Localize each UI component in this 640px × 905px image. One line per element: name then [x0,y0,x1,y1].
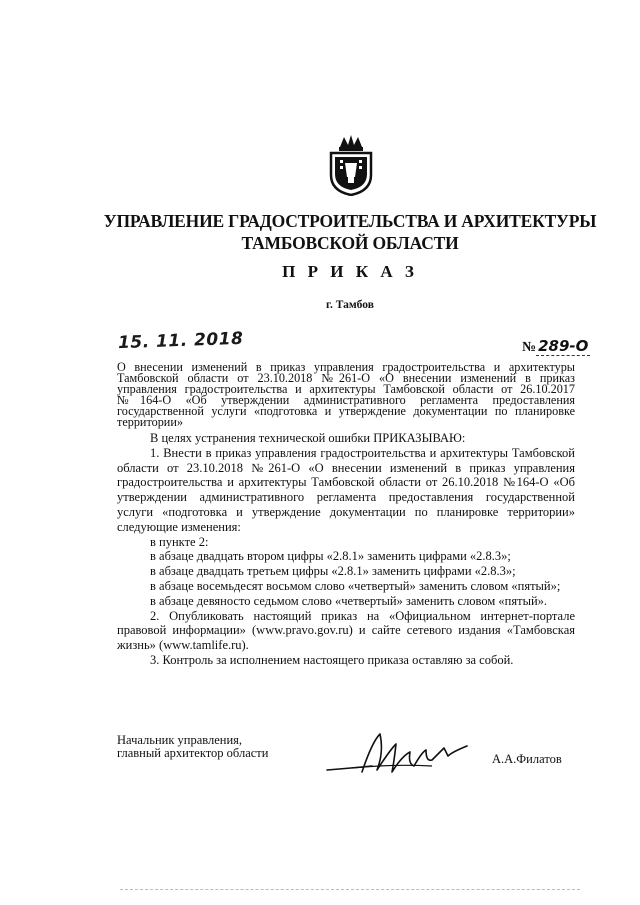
handwritten-signature-icon [322,722,472,782]
paragraph-1: 1. Внести в приказ управления градостроительства и архитектуры Тамбовской области от 23.10.2018 №261-О «О внесении изменений в приказ управления градостроительства и архитектуры Тамбовской области от 26.10.2018 №164-О «Об утверждении административного регламента предоставления государственной услуги «подготовка и утверждение документации по планировке территории» следующие изменения: [117,445,575,534]
coat-of-arms-icon [326,133,376,196]
document-number [522,337,590,356]
handwritten-number: 289-О [538,337,589,355]
organization-name-line1: УПРАВЛЕНИЕ ГРАДОСТРОИТЕЛЬСТВА И АРХИТЕКТУРЫ [103,211,597,231]
document-body [117,431,575,668]
paragraph-1-point: в пункте 2: [150,534,209,549]
signer-position-line1: Начальник управления, [117,733,243,747]
organization-name [60,210,640,254]
paragraph-3: 3. Контроль за исполнением настоящего приказа оставляю за собой. [150,652,514,667]
paragraph-1-change-1: в абзаце двадцать втором цифры «2.8.1» заменить цифрами «2.8.3»; [150,549,511,564]
signer-position-line2: главный архитектор области [117,746,269,760]
intro-paragraph: В целях устранения технической ошибки ПРИКАЗЫВАЮ: [150,431,466,445]
signer-name: А.А.Филатов [492,752,562,766]
number-sign: № [522,340,537,355]
organization-name-line2: ТАМБОВСКОЙ ОБЛАСТИ [241,233,459,253]
paragraph-1-change-3: в абзаце восемьдесят восьмом слово «четвертый» заменить словом «пятый»; [150,578,561,593]
paragraph-1-change-2: в абзаце двадцать третьем цифры «2.8.1» заменить цифрами «2.8.3»; [150,564,516,579]
handwritten-date: 15. 11. 2018 [117,328,244,354]
page-footer-divider [120,889,580,890]
document-subject: О внесении изменений в приказ управления градостроительства и архитектуры Тамбовской области от 23.10.2018 №261-О «О внесении изменений в приказ управления градостроительства и архитектуры Тамбовской области от 26.10.2017 №164-О «Об утверждении административного регламента предоставления государственной услуги «подготовка и утверждение документации по планировке территории» [117,360,575,429]
paragraph-2: 2. Опубликовать настоящий приказ на «Официальном интернет-портале правовой информации» (www.pravo.gov.ru) и сайте сетевого издания «Тамбовская жизнь» (www.tamlife.ru). [117,608,575,653]
paragraph-1-change-4: в абзаце девяносто седьмом слово «четвертый» заменить словом «пятый». [150,593,548,608]
document-city: г. Тамбов [326,299,374,311]
document-type: П Р И К А З [282,262,418,281]
signer-position [117,734,268,760]
